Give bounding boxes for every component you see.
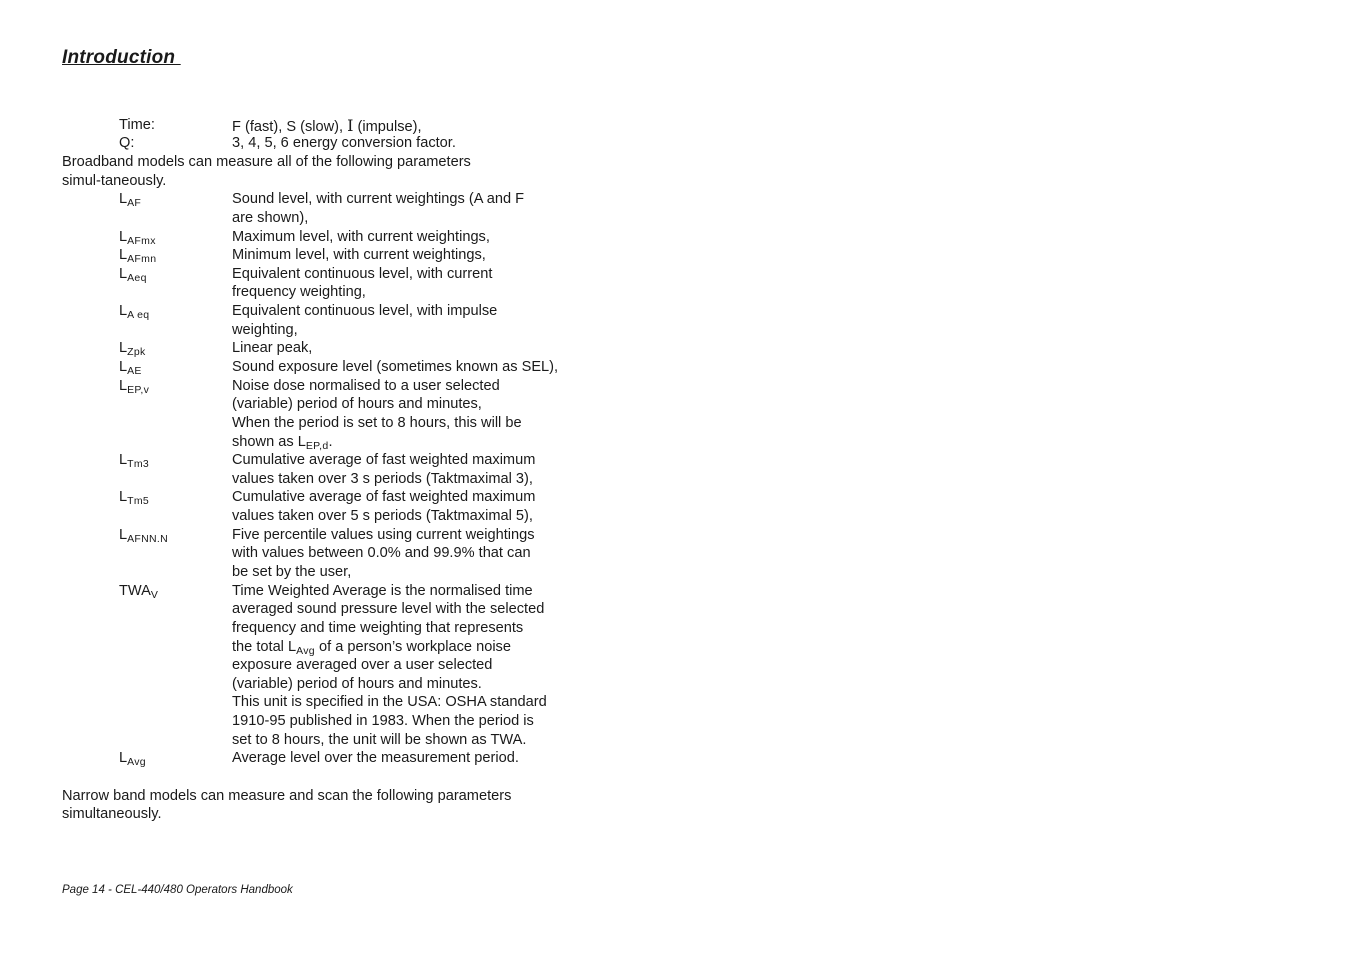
param-desc-lafmx: Maximum level, with current weightings, [232, 229, 490, 245]
param-symbol-lzpk: $L_{Zpk}$ [119, 340, 146, 358]
time-value: F (fast), S (slow), I (impulse), [232, 116, 422, 135]
narrow-intro-line-2: simultaneously. [62, 806, 162, 822]
param-symbol-laf: $L_{AF}$ [119, 191, 142, 209]
broadband-intro-line-1: Broadband models can measure all of the following parameters [62, 154, 471, 170]
param-desc-lepv-2: (variable) period of hours and minutes, [232, 396, 482, 412]
param-symbol-laieq: $L_{A eq}$ [119, 303, 150, 321]
q-label: Q: [119, 135, 135, 151]
param-desc-twav-7: This unit is specified in the USA: OSHA standard [232, 694, 547, 710]
param-desc-twav-8: 1910-95 published in 1983. When the period is [232, 713, 534, 729]
page-footer: Page 14 - CEL-440/480 Operators Handbook [62, 884, 293, 896]
param-desc-lafnn-2: with values between 0.0% and 99.9% that can [232, 545, 531, 561]
q-value: 3, 4, 5, 6 energy conversion factor. [232, 135, 456, 151]
param-desc-lepv-3: When the period is set to 8 hours, this will be [232, 415, 522, 431]
param-symbol-lavg: $L_{Avg}$ [119, 750, 146, 768]
param-desc-ltm5-1: Cumulative average of fast weighted maximum [232, 489, 536, 505]
param-desc-lzpk: Linear peak, [232, 340, 313, 356]
param-symbol-lae: $L_{AE}$ [119, 359, 142, 377]
param-desc-twav-6: (variable) period of hours and minutes. [232, 676, 482, 692]
param-symbol-lepv: $L_{EP,v}$ [119, 378, 150, 396]
param-symbol-lafnn: $L_{AFNN.N}$ [119, 527, 169, 545]
param-symbol-lafmn: $L_{AFmn}$ [119, 247, 157, 265]
param-desc-lafmn: Minimum level, with current weightings, [232, 247, 486, 263]
param-desc-twav-5: exposure averaged over a user selected [232, 657, 493, 673]
param-desc-lepv-4: shown as $L_{EP,d}$. [232, 434, 333, 452]
param-desc-ltm3-2: values taken over 3 s periods (Taktmaximal 3), [232, 471, 533, 487]
param-desc-laieq-2: weighting, [232, 322, 298, 338]
param-desc-lafnn-1: Five percentile values using current weightings [232, 527, 535, 543]
param-desc-twav-2: averaged sound pressure level with the selected [232, 601, 545, 617]
narrow-intro-line-1: Narrow band models can measure and scan the following parameters [62, 788, 512, 804]
param-desc-laieq-1: Equivalent continuous level, with impulse [232, 303, 498, 319]
param-desc-lavg: Average level over the measurement period. [232, 750, 519, 766]
param-desc-ltm3-1: Cumulative average of fast weighted maximum [232, 452, 536, 468]
param-symbol-lafmx: $L_{AFmx}$ [119, 229, 156, 247]
broadband-intro-line-2: simul-taneously. [62, 173, 167, 189]
param-desc-laeq-2: frequency weighting, [232, 284, 366, 300]
time-label: Time: [119, 117, 155, 133]
param-desc-twav-4: the total $L_{Avg}$ of a person’s workplace noise [232, 639, 511, 657]
param-symbol-ltm3: $L_{Tm3}$ [119, 452, 150, 470]
param-desc-lae: Sound exposure level (sometimes known as SEL), [232, 359, 559, 375]
param-desc-lepv-1: Noise dose normalised to a user selected [232, 378, 500, 394]
param-desc-ltm5-2: values taken over 5 s periods (Taktmaximal 5), [232, 508, 533, 524]
param-symbol-ltm5: $L_{Tm5}$ [119, 489, 150, 507]
param-desc-lafnn-3: be set by the user, [232, 564, 352, 580]
param-desc-twav-9: set to 8 hours, the unit will be shown as TWA. [232, 732, 527, 748]
param-desc-laeq-1: Equivalent continuous level, with current [232, 266, 493, 282]
param-symbol-twav: $TWA_V$ [119, 583, 159, 601]
param-desc-laf-1: Sound level, with current weightings (A and F [232, 191, 525, 207]
param-symbol-laeq: $L_{Aeq}$ [119, 266, 147, 284]
param-desc-laf-2: are shown), [232, 210, 309, 226]
param-desc-twav-3: frequency and time weighting that represents [232, 620, 524, 636]
page-title: Introduction [62, 47, 181, 68]
param-desc-twav-1: Time Weighted Average is the normalised time [232, 583, 533, 599]
